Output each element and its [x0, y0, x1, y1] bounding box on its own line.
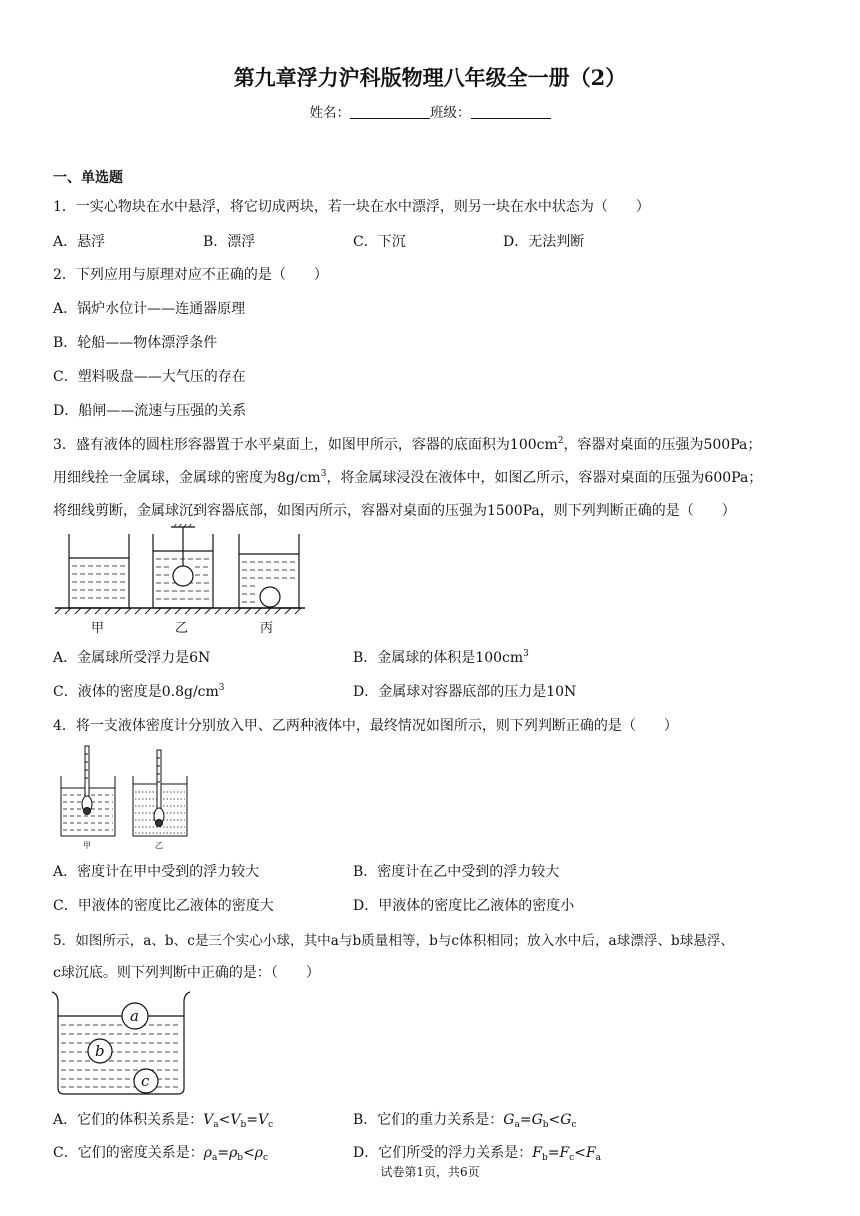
q1-option-d: D．无法判断 — [503, 234, 585, 250]
q3-label-bing: 丙 — [260, 621, 274, 636]
q3-stem-line2: 用细线拴一金属球，金属球的密度为$8g/cm^3$，将金属球浸没在液体中，如图乙所示，容器对桌面的压强为600Pa； — [53, 469, 763, 486]
q4-label-yi: 乙 — [155, 841, 163, 850]
q3-stem-line1: 3．盛有液体的圆柱形容器置于水平桌面上，如图甲所示，容器的底面积为$100cm^2$，容器对桌面的压强为500Pa； — [53, 436, 762, 453]
q5-formula-a: $V_a<V_b=V_c$ — [203, 1112, 274, 1130]
q5-option-a: A．它们的体积关系是：$V_a<V_b=V_c$ — [53, 1112, 274, 1130]
q2-option-d: D．船闸——流速与压强的关系 — [53, 403, 247, 419]
q5-option-c: C．它们的密度关系是：$\rho_a=\rho_b<\rho_c$ — [53, 1145, 269, 1163]
q4-option-a: A．密度计在甲中受到的浮力较大 — [53, 864, 260, 880]
q3-label-jia: 甲 — [91, 621, 105, 636]
q4-option-d: D．甲液体的密度比乙液体的密度小 — [353, 898, 575, 914]
q2-stem: 2．下列应用与原理对应不正确的是（ ） — [53, 267, 328, 283]
section-heading: 一、单选题 — [53, 170, 123, 186]
q4-label-jia: 甲 — [83, 841, 91, 850]
q5-stem-line1: 5．如图所示，a、b、c是三个实心小球，其中a与b质量相等，b与c体积相同；放入水中后，a球漂浮、b球悬浮、 — [53, 933, 735, 949]
q5-formula-d: $F_b=F_c<F_a$ — [532, 1145, 602, 1163]
page-title: 第九章浮力沪科版物理八年级全一册（2） — [233, 65, 627, 90]
class-label: 班级： — [430, 105, 471, 121]
class-blank[interactable] — [471, 105, 551, 119]
q1-option-c: C．下沉 — [353, 234, 406, 250]
q5-formula-b: $G_a=G_b<G_c$ — [503, 1112, 577, 1130]
q4-stem: 4．将一支液体密度计分别放入甲、乙两种液体中，最终情况如图所示，则下列判断正确的是（ ） — [53, 718, 678, 734]
q2-option-c: C．塑料吸盘——大气压的存在 — [53, 369, 246, 385]
q5-balls-figure — [50, 988, 195, 1100]
q3-containers-figure — [53, 524, 308, 636]
q5-ball-a-label: a — [130, 1007, 139, 1025]
q1-option-a: A．悬浮 — [53, 234, 106, 250]
q1-option-b: B．漂浮 — [203, 234, 256, 250]
q3-label-yi: 乙 — [175, 621, 189, 636]
q2-option-a: A．锅炉水位计——连通器原理 — [53, 301, 246, 317]
q3-option-c: C．液体的密度是$0.8g/cm^3$ — [53, 683, 225, 700]
q3-option-d: D．金属球对容器底部的压力是10N — [353, 684, 577, 700]
q5-formula-c: $\rho_a=\rho_b<\rho_c$ — [203, 1145, 269, 1163]
q5-option-b: B．它们的重力关系是：$G_a=G_b<G_c$ — [353, 1112, 577, 1130]
q5-option-d: D．它们所受的浮力关系是：$F_b=F_c<F_a$ — [353, 1145, 602, 1163]
name-blank[interactable] — [350, 105, 430, 119]
name-label: 姓名： — [309, 105, 350, 121]
q5-ball-b-label: b — [95, 1042, 105, 1060]
page-footer: 试卷第1页，共6页 — [380, 1165, 480, 1179]
student-info — [0, 101, 860, 121]
q5-ball-c-label: c — [141, 1072, 150, 1090]
q3-stem-line3: 将细线剪断，金属球沉到容器底部，如图丙所示，容器对桌面的压强为1500Pa，则下列判断正确的是（ ） — [53, 503, 736, 519]
q1-stem: 1．一实心物块在水中悬浮，将它切成两块，若一块在水中漂浮，则另一块在水中状态为（ ） — [53, 199, 650, 215]
q5-stem-line2: c球沉底。则下列判断中正确的是：（ ） — [53, 965, 320, 981]
q3-option-b: B．金属球的体积是$100cm^3$ — [353, 649, 529, 666]
q2-option-b: B．轮船——物体漂浮条件 — [53, 335, 218, 351]
q4-option-c: C．甲液体的密度比乙液体的密度大 — [53, 898, 274, 914]
q4-hydrometer-figure — [55, 740, 195, 850]
q3-option-a: A．金属球所受浮力是6N — [53, 650, 211, 666]
q4-option-b: B．密度计在乙中受到的浮力较大 — [353, 864, 560, 880]
